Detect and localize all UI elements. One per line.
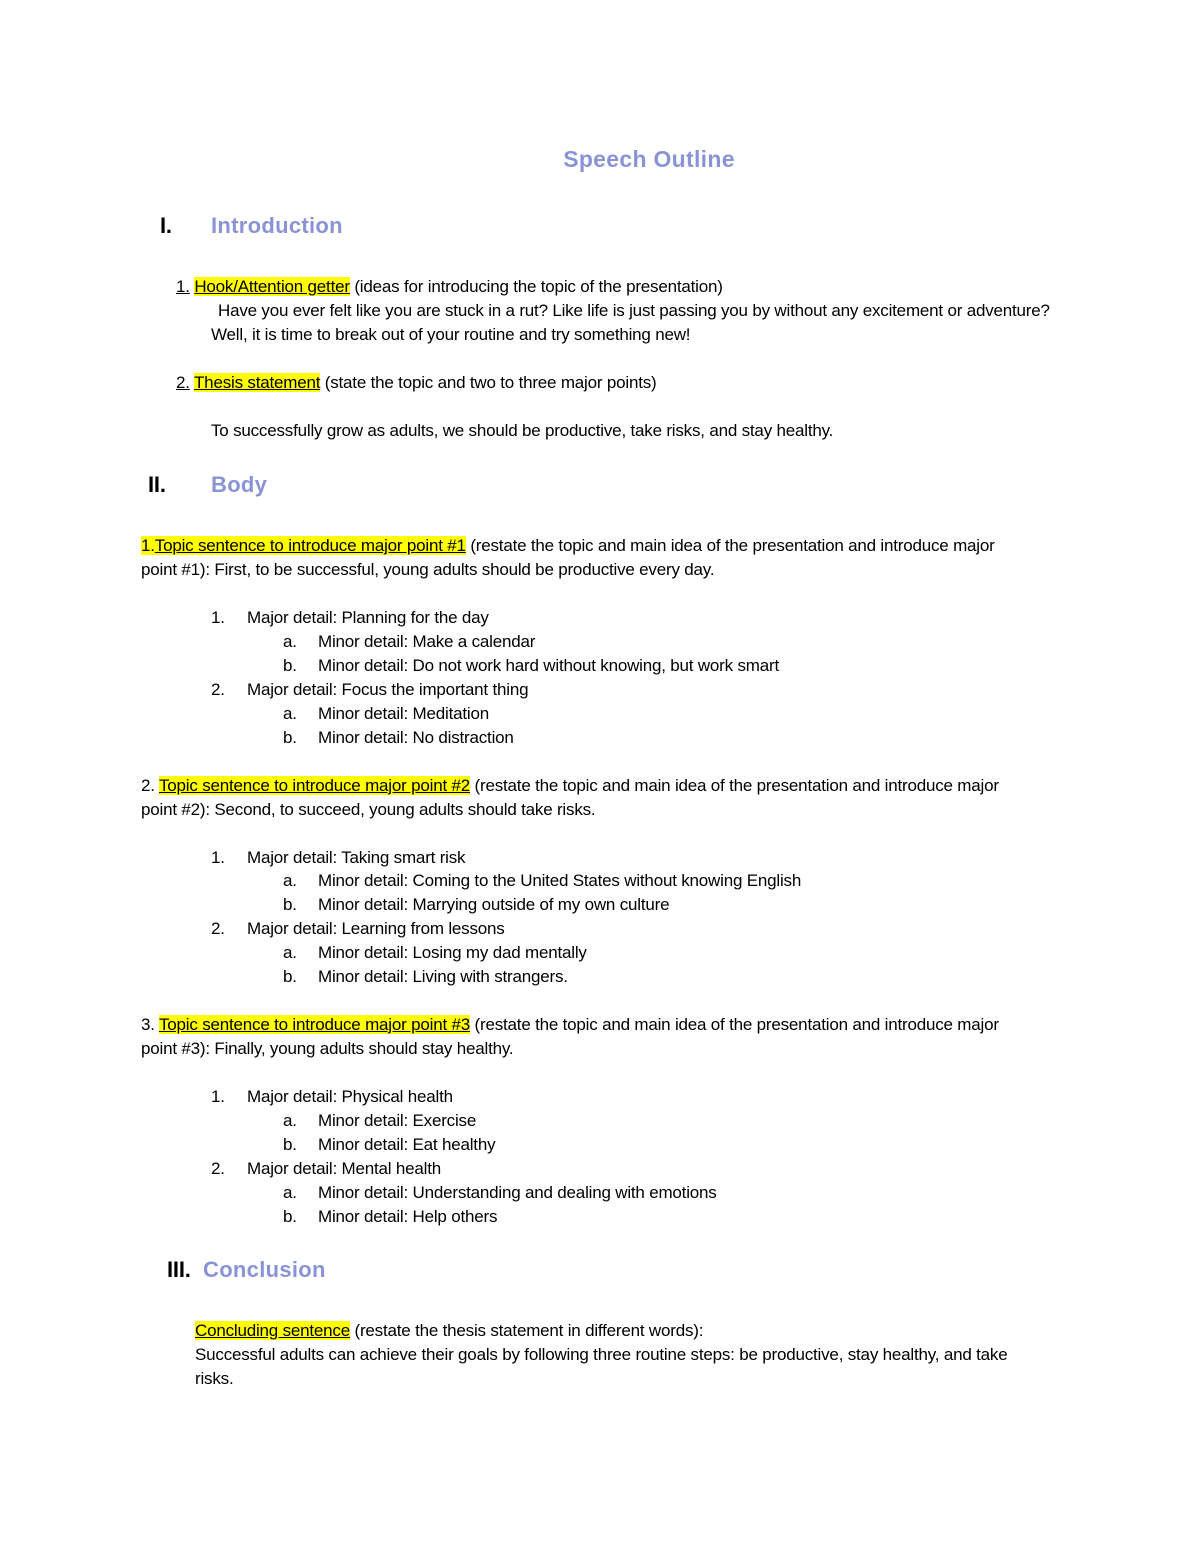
section-heading-conclusion: Conclusion — [203, 1257, 326, 1282]
minor-detail: Minor detail: Eat healthy — [318, 1135, 496, 1154]
minor-detail: Minor detail: Do not work hard without knowing, but work smart — [318, 656, 779, 675]
topic-label-1: Topic sentence to introduce major point #1 — [154, 536, 466, 555]
minor-detail: Minor detail: Living with strangers. — [318, 967, 568, 986]
major-detail-number: 2. — [211, 1159, 225, 1178]
minor-detail: Minor detail: No distraction — [318, 728, 514, 747]
minor-detail-letter: a. — [283, 871, 297, 890]
minor-detail-letter: b. — [283, 728, 297, 747]
major-detail: Major detail: Taking smart risk — [247, 848, 466, 867]
minor-detail-letter: a. — [283, 632, 297, 651]
section-number-conclusion: III. — [167, 1257, 191, 1282]
minor-detail: Minor detail: Marrying outside of my own culture — [318, 895, 670, 914]
hook-text-line-1: Have you ever felt like you are stuck in a rut? Like life is just passing you by without any excitement or adventure? — [218, 301, 1050, 320]
thesis-description: (state the topic and two to three major points) — [320, 373, 657, 392]
topic-description-3: (restate the topic and main idea of the presentation and introduce major — [470, 1015, 999, 1034]
topic-sentence-1-line-2: point #1): First, to be successful, young adults should be productive every day. — [141, 560, 715, 579]
topic-sentence-1 — [141, 534, 995, 558]
major-detail: Major detail: Physical health — [247, 1087, 453, 1106]
major-detail: Major detail: Mental health — [247, 1159, 441, 1178]
major-detail: Major detail: Planning for the day — [247, 608, 489, 627]
topic-label-3: Topic sentence to introduce major point #3 — [159, 1015, 471, 1034]
hook-number: 1. — [176, 277, 190, 296]
topic-sentence-3-line-2: point #3): Finally, young adults should stay healthy. — [141, 1039, 514, 1058]
section-number-body: II. — [148, 472, 166, 497]
minor-detail: Minor detail: Understanding and dealing with emotions — [318, 1183, 717, 1202]
hook-line — [176, 275, 723, 299]
minor-detail: Minor detail: Coming to the United States without knowing English — [318, 871, 802, 890]
concluding-label: Concluding sentence — [195, 1321, 350, 1340]
section-number-introduction: I. — [160, 213, 172, 238]
minor-detail-letter: b. — [283, 895, 297, 914]
thesis-number: 2. — [176, 373, 190, 392]
minor-detail: Minor detail: Make a calendar — [318, 632, 536, 651]
major-detail-number: 1. — [211, 608, 225, 627]
concluding-text-line-1: Successful adults can achieve their goals by following three routine steps: be productive, stay healthy, and take — [195, 1345, 1008, 1364]
section-heading-body: Body — [211, 472, 268, 497]
section-heading-introduction: Introduction — [211, 213, 343, 238]
minor-detail-letter: b. — [283, 656, 297, 675]
concluding-description: (restate the thesis statement in different words): — [349, 1321, 704, 1340]
major-detail-number: 2. — [211, 680, 225, 699]
topic-sentence-2 — [141, 774, 999, 798]
major-detail: Major detail: Focus the important thing — [247, 680, 529, 699]
minor-detail: Minor detail: Help others — [318, 1207, 498, 1226]
minor-detail-letter: a. — [283, 1111, 297, 1130]
major-detail-number: 1. — [211, 1087, 225, 1106]
hook-text-line-2: Well, it is time to break out of your routine and try something new! — [211, 325, 691, 344]
thesis-label: Thesis statement — [194, 373, 321, 392]
topic-number-3: 3. — [141, 1015, 155, 1034]
minor-detail-letter: b. — [283, 967, 297, 986]
hook-description: (ideas for introducing the topic of the presentation) — [349, 277, 723, 296]
minor-detail: Minor detail: Losing my dad mentally — [318, 943, 587, 962]
topic-number-2: 2. — [141, 776, 155, 795]
hook-label: Hook/Attention getter — [194, 277, 350, 296]
concluding-sentence-line — [195, 1319, 703, 1343]
page-title: Speech Outline — [563, 146, 735, 172]
major-detail-number: 2. — [211, 919, 225, 938]
topic-description-2: (restate the topic and main idea of the presentation and introduce major — [470, 776, 999, 795]
thesis-line — [176, 371, 657, 395]
minor-detail-letter: b. — [283, 1135, 297, 1154]
minor-detail-letter: a. — [283, 704, 297, 723]
major-detail-number: 1. — [211, 848, 225, 867]
topic-sentence-3 — [141, 1013, 999, 1037]
topic-sentence-2-line-2: point #2): Second, to succeed, young adults should take risks. — [141, 800, 596, 819]
thesis-text: To successfully grow as adults, we should be productive, take risks, and stay healthy. — [211, 421, 834, 440]
minor-detail-letter: b. — [283, 1207, 297, 1226]
major-detail: Major detail: Learning from lessons — [247, 919, 505, 938]
topic-number-1: 1. — [141, 536, 155, 555]
minor-detail-letter: a. — [283, 1183, 297, 1202]
topic-label-2: Topic sentence to introduce major point #2 — [159, 776, 471, 795]
minor-detail: Minor detail: Exercise — [318, 1111, 477, 1130]
minor-detail: Minor detail: Meditation — [318, 704, 489, 723]
concluding-text-line-2: risks. — [195, 1369, 234, 1388]
topic-description-1: (restate the topic and main idea of the presentation and introduce major — [465, 536, 995, 555]
minor-detail-letter: a. — [283, 943, 297, 962]
